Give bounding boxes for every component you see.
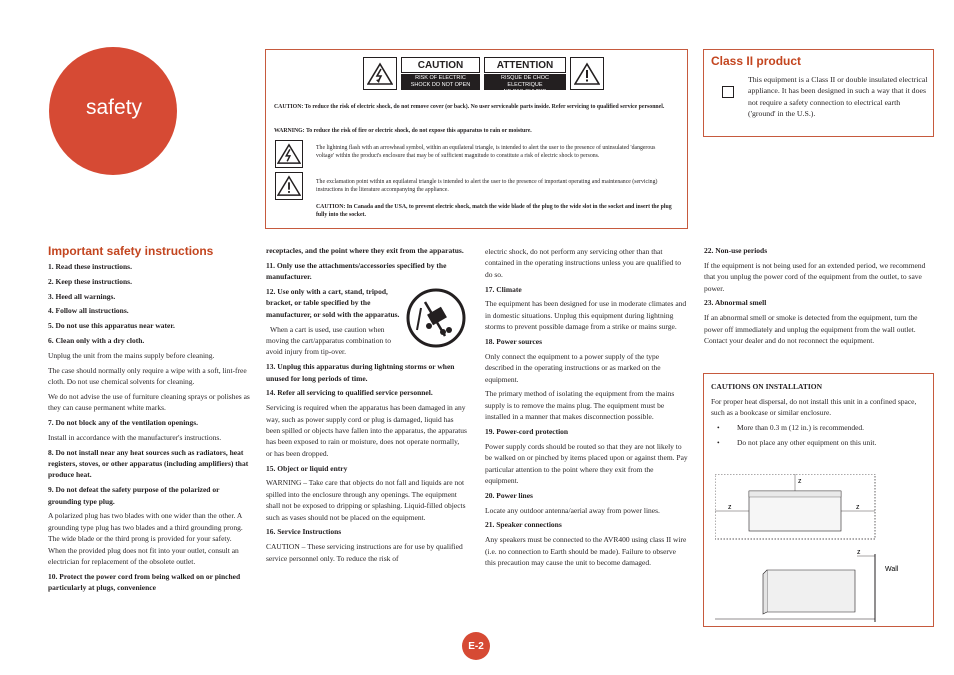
installation-bullets: • More than 0.3 m (12 in.) is recommended. • Do not place any other equipment on this unit.	[711, 422, 927, 449]
section-title: safety	[86, 96, 143, 119]
exclamation-warning-icon	[570, 57, 604, 90]
class-ii-text: This equipment is a Class II or double insulated electrical appliance. It has been designed in such a way that it does not require a safety connection to electrical earth ('ground' in the U.S.).	[748, 75, 928, 119]
column-2: receptacles, and the point where they exit from the apparatus. 11. Only use the attachments/accessories specified by the manufacturer. 12. Use only with a cart, stand, tripod, bracket, or table specified by the manufacturer, or sold with the apparatus. When a cart is used, use caution when moving the cart/apparatus combination to avoid injury from tip-over. 13. Unplug this apparatus during lightning storms or when unused for long periods of time. 14. Refer all servicing to qualified service personnel. Servicing is required when the apparatus has been damaged in any way, such as power supply cord or plug is damaged, liquid has been spilled or objects have fallen into the apparatus, the apparatus has been exposed to rain or moisture, does not operate normally, or has been dropped. 15. Object or liquid entry WARNING – Take care that objects do not fall and liquids are not spilled into the enclosure through any openings. The equipment shall not be exposed to dripping or splashing. Liquid-filled objects such as vases should not be placed on the equipment. 16. Service Instructions CAUTION – These servicing instructions are for use by qualified service personnel only. To reduce the risk of	[266, 246, 467, 563]
section-circle	[49, 47, 177, 175]
installation-title: CAUTIONS ON INSTALLATION	[711, 382, 822, 391]
canada-caution-text: CAUTION: In Canada and the USA, to prevent electric shock, match the wide blade of the plug to the wide slot in the socket and insert the plug fully into the socket.	[316, 204, 672, 218]
cart-tipover-icon	[405, 288, 467, 348]
attention-label: ATTENTION RISQUE DE CHOC ELECTRIQUE NE PAS OUVRIR	[484, 57, 566, 90]
wall-label: Wall	[885, 566, 899, 573]
exclamation-icon	[275, 172, 303, 200]
caution-labels	[363, 57, 604, 95]
installation-diagram	[715, 474, 925, 622]
svg-text:z: z	[857, 549, 861, 556]
column-3: electric shock, do not perform any servicing other than that contained in the operating instructions unless you are qualified to do so. 17. Climate The equipment has been designed for use in moderate climates and in domestic situations. Unplug this equipment during lightning storms to prevent possible damage from a strike or mains surge. 18. Power sources Only connect the equipment to a power supply of the type described in the operating instructions or as marked on the equipment. The primary method of isolating the equipment from the mains supply is to remove the mains plug. The equipment must be installed in a manner that makes disconnection possible. 19. Power-cord protection Power supply cords should be routed so that they are not likely to be walked on or pinched by items placed upon or against them. Pay particular attention to the point where they exit from the equipment. 20. Power lines Locate any outdoor antenna/aerial away from power lines. 21. Speaker connections Any speakers must be connected to the AVR400 using class II wire (i.e. no connection to Earth should be made). Failure to observe this precaution may cause the unit to become damaged.	[485, 247, 688, 568]
exclamation-text: The exclamation point within an equilateral triangle is intended to alert the user to the presence of important operating and maintenance (servicing) instructions in the literature accompanying the appliance.	[316, 179, 658, 193]
lightning-icon	[275, 140, 303, 168]
installation-text: For proper heat dispersal, do not install this unit in a confined space, such as a bookcase or similar enclosure.	[711, 396, 917, 418]
svg-text:z: z	[856, 504, 860, 511]
caution-box	[265, 49, 688, 229]
class-ii-symbol-icon	[722, 86, 734, 98]
svg-text:z: z	[728, 504, 732, 511]
column-4: 22. Non-use periods If the equipment is not being used for an extended period, we recommend that you unplug the power cord of the equipment from the outlet, to save power. 23. Abnormal smell If an abnormal smell or smoke is detected from the equipment, turn the power off immediately and unplug the equipment from the wall outlet. Contact your dealer and do not reconnect the equipment.	[704, 246, 926, 346]
column-1: Important safety instructions 1. Read these instructions. 2. Keep these instructions. 3. Heed all warnings. 4. Follow all instructions. 5. Do not use this apparatus near water. 6. Clean only with a dry cloth. Unplug the unit from the mains supply before cleaning. The case should normally only require a wipe with a soft, lint-free cloth. Do not use chemical solvents for cleaning. We do not advise the use of furniture cleaning sprays or polishes as they can cause permanent white marks. 7. Do not block any of the ventilation openings. Install in accordance with the manufacturer's instructions. 8. Do not install near any heat sources such as radiators, heat registers, stoves, or other apparatus (including amplifiers) that produce heat. 9. Do not defeat the safety purpose of the polarized or grounding type plug. A polarized plug has two blades with one wider than the other. A grounding type plug has two blades and a third grounding prong. The wide blade or the third prong is provided for your safety. When the provided plug does not fit into your outlet, consult an electrician for replacement of the obsolete outlet. 10. Protect the power cord from being walked on or pinched particularly at plugs, convenience	[48, 244, 250, 593]
class-ii-box	[703, 49, 934, 137]
warning-text: WARNING: To reduce the risk of fire or electric shock, do not expose this apparatus to rain or moisture.	[274, 128, 532, 134]
important-title: Important safety instructions	[48, 244, 214, 258]
class-ii-title: Class II product	[711, 54, 802, 68]
caution-text: CAUTION: To reduce the risk of electric shock, do not remove cover (or back). No user serviceable parts inside. Refer servicing to qualified service personnel.	[274, 104, 665, 110]
lightning-warning-icon	[363, 57, 397, 90]
svg-text:z: z	[798, 478, 802, 485]
installation-box	[703, 373, 934, 627]
caution-label: CAUTION RISK OF ELECTRIC SHOCK DO NOT OPEN	[401, 57, 480, 90]
page-number: E-2	[462, 632, 490, 660]
lightning-text: The lightning flash with an arrowhead symbol, within an equilateral triangle, is intended to alert the user to the presence of uninsulated 'dangerous voltage' within the product's enclosure that may be of sufficient magnitude to constitute a risk of electric shock to persons.	[316, 145, 656, 159]
